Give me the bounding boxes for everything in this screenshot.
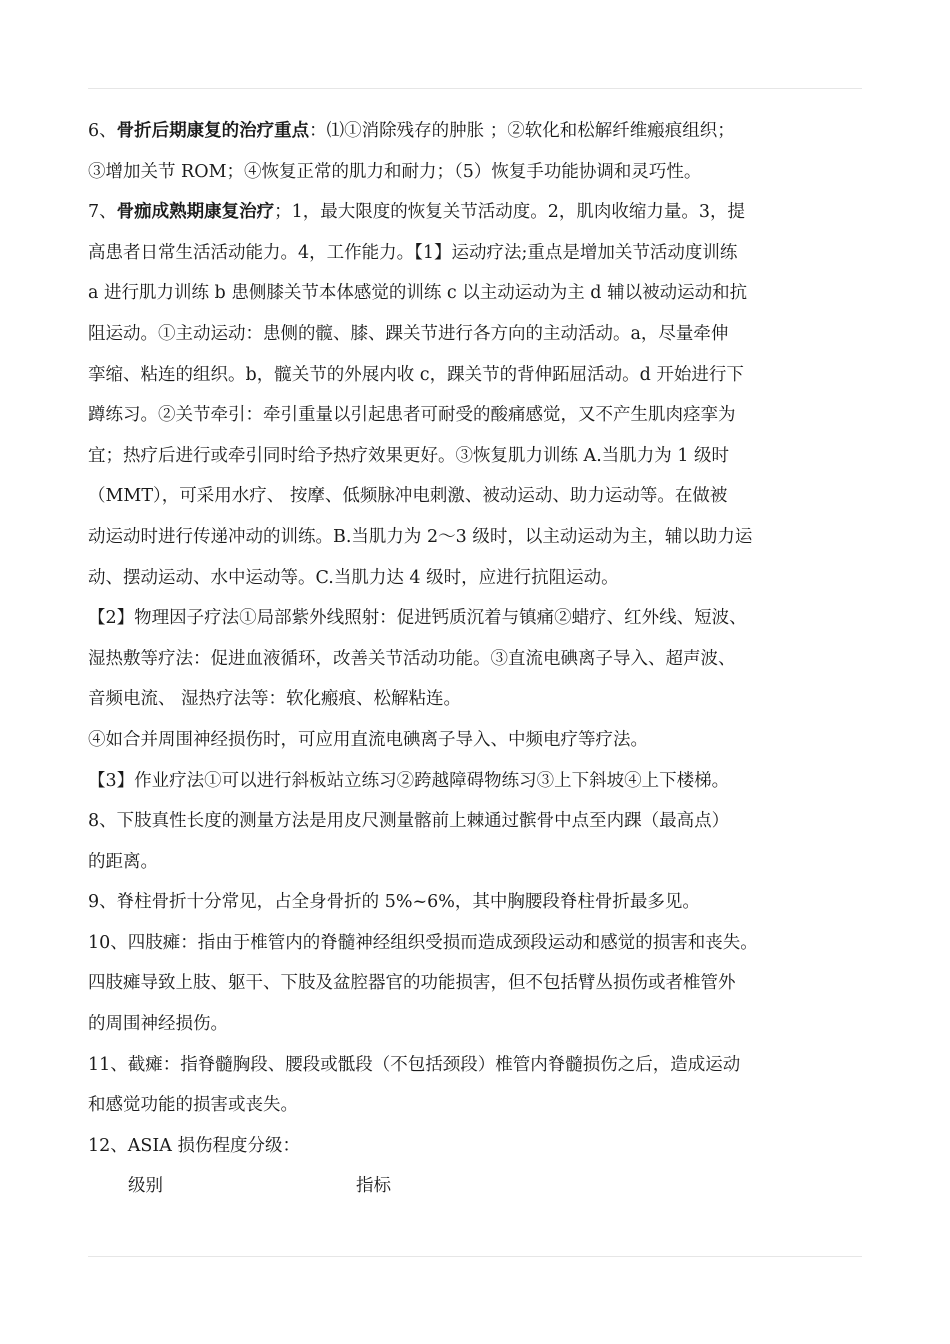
para-10-line: 的周围神经损伤。 <box>88 1014 228 1035</box>
para-7-line-1 <box>88 192 878 233</box>
para-7-line: 【3】作业疗法①可以进行斜板站立练习②跨越障碍物练习③上下斜坡④上下楼梯。 <box>88 770 730 791</box>
para-7-text: ；1，最大限度的恢复关节活动度。2，肌肉收缩力量。3，提 <box>274 202 746 223</box>
para-7-line: 动、摆动运动、水中运动等。C.当肌力达 4 级时，应进行抗阻运动。 <box>88 567 619 588</box>
para-7-line: 高患者日常生活活动能力。4，工作能力。【1】运动疗法;重点是增加关节活动度训练 <box>88 242 738 263</box>
para-6-line-1 <box>88 111 878 152</box>
asia-col-criteria: 指标 <box>356 1176 391 1197</box>
para-7-line: 音频电流、 湿热疗法等：软化瘢痕、松解粘连。 <box>88 689 462 710</box>
para-11-line: 和感觉功能的损害或丧失。 <box>88 1095 298 1116</box>
para-6-text: ：⑴①消除残存的肿胀 ；②软化和松解纤维瘢痕组织； <box>309 121 735 141</box>
para-6-number: 6、 <box>88 121 117 141</box>
para-7-title: 骨痂成熟期康复治疗 <box>116 202 275 223</box>
para-10-line: 四肢瘫导致上肢、躯干、下肢及盆腔器官的功能损害，但不包括臂丛损伤或者椎管外 <box>88 973 736 994</box>
para-9-line: 9、脊柱骨折十分常见，占全身骨折的 5%~6%，其中胸腰段脊柱骨折最多见。 <box>88 892 700 913</box>
para-8-line: 的距离。 <box>88 851 158 872</box>
para-12-line: 12、ASIA 损伤程度分级： <box>88 1135 301 1156</box>
para-7-line: 【2】物理因子疗法①局部紫外线照射：促进钙质沉着与镇痛②蜡疗、红外线、短波、 <box>88 608 747 629</box>
asia-col-grade: 级别 <box>128 1176 163 1197</box>
para-7-line: 湿热敷等疗法：促进血液循环，改善关节活动功能。③直流电碘离子导入、超声波、 <box>88 648 736 669</box>
para-11-line: 11、截瘫：指脊髓胸段、腰段或骶段（不包括颈段）椎管内脊髓损伤之后，造成运动 <box>88 1054 741 1075</box>
asia-table-header <box>88 1166 878 1207</box>
para-7-line: （MMT），可采用水疗、 按摩、低频脉冲电刺激、被动运动、助力运动等。在做被 <box>88 486 728 507</box>
para-7-line: ④如合并周围神经损伤时，可应用直流电碘离子导入、中频电疗等疗法。 <box>88 729 648 750</box>
para-7-line: 动运动时进行传递冲动的训练。B.当肌力为 2～3 级时，以主动运动为主，辅以助力运 <box>88 526 753 547</box>
para-8-line: 8、下肢真性长度的测量方法是用皮尺测量髂前上棘通过髌骨中点至内踝（最高点） <box>88 811 730 832</box>
para-10-line: 10、四肢瘫：指由于椎管内的脊髓神经组织受损而造成颈段运动和感觉的损害和丧失。 <box>88 932 758 953</box>
para-7-line: 蹲练习。②关节牵引：牵引重量以引起患者可耐受的酸痛感觉，又不产生肌肉痉挛为 <box>88 405 736 426</box>
para-7-line: 挛缩、粘连的组织。b，髋关节的外展内收 c，踝关节的背伸跖屈活动。d 开始进行下 <box>88 364 744 385</box>
bottom-divider <box>88 1256 862 1257</box>
para-7-line: a 进行肌力训练 b 患侧膝关节本体感觉的训练 c 以主动运动为主 d 辅以被动运动和抗 <box>88 283 748 304</box>
document-body <box>88 111 878 1207</box>
top-divider <box>88 88 862 89</box>
para-7-line: 宜；热疗后进行或牵引同时给予热疗效果更好。③恢复肌力训练 A.当肌力为 1 级时 <box>88 445 730 466</box>
para-7-number: 7、 <box>88 202 117 223</box>
para-6-title: 骨折后期康复的治疗重点 <box>116 121 310 141</box>
para-7-line: 阻运动。①主动运动：患侧的髋、膝、踝关节进行各方向的主动活动。a，尽量牵伸 <box>88 323 729 344</box>
para-6-line-2: ③增加关节 ROM；④恢复正常的肌力和耐力；（5）恢复手功能协调和灵巧性。 <box>88 161 702 182</box>
